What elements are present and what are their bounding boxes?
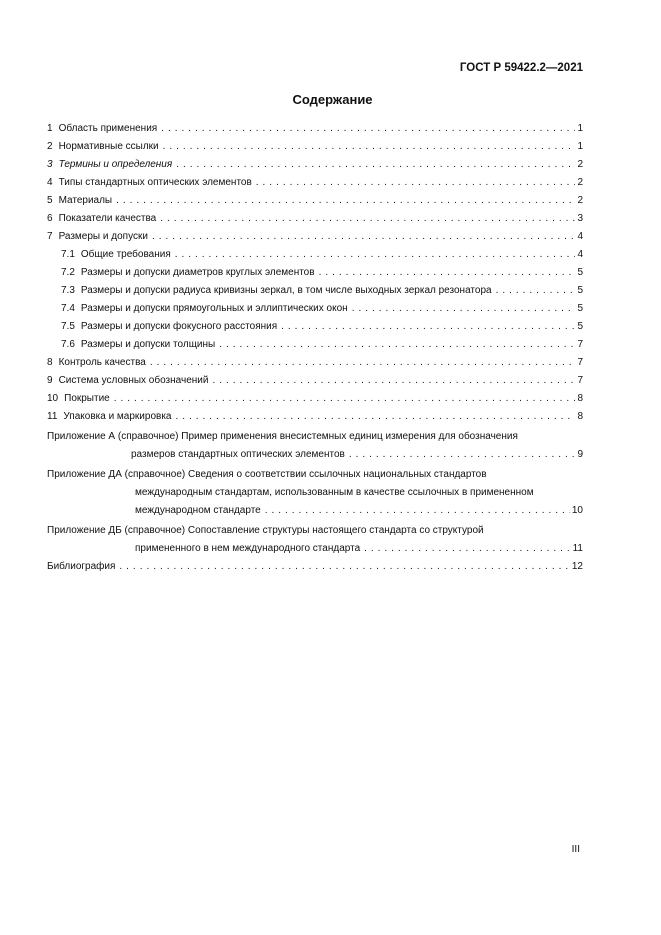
leader-dots	[496, 282, 576, 300]
table-of-contents	[47, 120, 583, 576]
toc-entry-title: Размеры и допуски прямоугольных и эллиптических окон	[80, 303, 348, 314]
leader-dots	[114, 390, 576, 408]
toc-entry[interactable]	[47, 408, 583, 426]
toc-entry-number: 7.2	[61, 267, 75, 278]
toc-entry-page: 1	[577, 123, 583, 134]
toc-entry-title: Система условных обозначений	[58, 375, 209, 386]
toc-entry-page: 5	[577, 285, 583, 296]
toc-entry-title: Показатели качества	[58, 213, 157, 224]
appendix-title-cont: размеров стандартных оптических элементов	[131, 449, 345, 460]
leader-dots	[219, 336, 575, 354]
toc-entry[interactable]	[47, 336, 583, 354]
leader-dots	[319, 264, 576, 282]
toc-entry-page: 1	[577, 141, 583, 152]
toc-entry-number: 7.6	[61, 339, 75, 350]
appendix-title: Приложение ДА (справочное) Сведения о соответствии ссылочных национальных стандартов	[47, 469, 487, 480]
toc-entry[interactable]	[47, 174, 583, 192]
toc-entry-page: 7	[577, 375, 583, 386]
toc-entry-title: Упаковка и маркировка	[63, 411, 172, 422]
toc-entry[interactable]	[47, 372, 583, 390]
toc-entry-title: Размеры и допуски	[58, 231, 148, 242]
leader-dots	[212, 372, 575, 390]
toc-entry-page: 8	[577, 393, 583, 404]
toc-entry[interactable]	[47, 390, 583, 408]
toc-entry-page: 2	[577, 159, 583, 170]
appendix-title-cont: международным стандартам, использованным в качестве ссылочных в примененном	[135, 487, 534, 498]
toc-entry-page: 5	[577, 321, 583, 332]
leader-dots	[163, 138, 576, 156]
toc-entry-title: Контроль качества	[58, 357, 146, 368]
toc-entry-title: Типы стандартных оптических элементов	[58, 177, 252, 188]
leader-dots	[116, 192, 575, 210]
toc-entry-number: 10	[47, 393, 59, 404]
leader-dots	[161, 120, 575, 138]
toc-entry-number: 7.4	[61, 303, 75, 314]
leader-dots	[119, 558, 569, 576]
leader-dots	[150, 354, 576, 372]
toc-entry[interactable]	[47, 120, 583, 138]
toc-entry-title: Область применения	[58, 123, 158, 134]
document-code: ГОСТ Р 59422.2—2021	[459, 62, 583, 74]
toc-entry-title: Материалы	[58, 195, 113, 206]
toc-entry[interactable]	[47, 210, 583, 228]
toc-appendix[interactable]	[47, 428, 583, 464]
leader-dots	[152, 228, 576, 246]
toc-entry-page: 5	[577, 267, 583, 278]
toc-entry-page: 7	[577, 339, 583, 350]
leader-dots	[352, 300, 576, 318]
toc-entry-page: 2	[577, 195, 583, 206]
appendix-title-cont: международном стандарте	[135, 505, 261, 516]
toc-entry-number: 5	[47, 195, 53, 206]
toc-title: Содержание	[292, 92, 373, 107]
toc-entry-number: 8	[47, 357, 53, 368]
toc-entry-title: Размеры и допуски диаметров круглых элементов	[80, 267, 315, 278]
leader-dots	[160, 210, 575, 228]
toc-entry-title: Нормативные ссылки	[58, 141, 159, 152]
toc-entry[interactable]	[47, 282, 583, 300]
toc-entry-number: 7.1	[61, 249, 75, 260]
toc-entry-number: 2	[47, 141, 53, 152]
leader-dots	[175, 246, 576, 264]
toc-entry[interactable]	[47, 354, 583, 372]
toc-entry-title: Размеры и допуски толщины	[80, 339, 216, 350]
toc-entry-number: 11	[47, 411, 58, 422]
toc-entry[interactable]	[47, 246, 583, 264]
toc-entry-page: 7	[577, 357, 583, 368]
toc-entry[interactable]	[47, 318, 583, 336]
toc-appendix[interactable]	[47, 522, 583, 558]
toc-entry[interactable]	[47, 300, 583, 318]
leader-dots	[256, 174, 576, 192]
toc-entry[interactable]	[47, 228, 583, 246]
leader-dots	[281, 318, 575, 336]
toc-entry[interactable]	[47, 138, 583, 156]
leader-dots	[175, 408, 575, 426]
appendix-page: 10	[571, 505, 583, 516]
toc-entry-title: Общие требования	[80, 249, 171, 260]
toc-appendix[interactable]	[47, 466, 583, 520]
toc-entry[interactable]	[47, 192, 583, 210]
toc-entry-number: 4	[47, 177, 53, 188]
toc-entry-title: Покрытие	[64, 393, 110, 404]
appendix-title-cont: примененного в нем международного стандарта	[135, 543, 361, 554]
toc-entry-number: 9	[47, 375, 53, 386]
leader-dots	[349, 446, 576, 464]
toc-entry-title: Термины и определения	[58, 159, 173, 170]
toc-entry-page: 4	[577, 231, 583, 242]
bibliography-page: 12	[571, 561, 583, 572]
toc-entry-title: Размеры и допуски фокусного расстояния	[80, 321, 278, 332]
toc-entry-number: 7.5	[61, 321, 75, 332]
bibliography-title: Библиография	[47, 561, 116, 572]
toc-entry-page: 3	[577, 213, 583, 224]
toc-entry[interactable]	[47, 264, 583, 282]
appendix-title: Приложение ДБ (справочное) Сопоставление структуры настоящего стандарта со структурой	[47, 525, 484, 536]
toc-entry-page: 2	[577, 177, 583, 188]
toc-entry-page: 4	[577, 249, 583, 260]
toc-entry-number: 3	[47, 159, 53, 170]
leader-dots	[176, 156, 575, 174]
appendix-title: Приложение А (справочное) Пример применения внесистемных единиц измерения для обозначения	[47, 431, 518, 442]
toc-entry-number: 7	[47, 231, 53, 242]
leader-dots	[364, 540, 570, 558]
toc-bibliography[interactable]	[47, 558, 583, 576]
toc-entry-page: 5	[577, 303, 583, 314]
page-number: III	[571, 844, 580, 855]
toc-entry-page: 8	[577, 411, 583, 422]
toc-entry[interactable]	[47, 156, 583, 174]
toc-entry-number: 7.3	[61, 285, 75, 296]
appendix-page: 9	[577, 449, 583, 460]
toc-entry-number: 1	[47, 123, 53, 134]
toc-entry-title: Размеры и допуски радиуса кривизны зеркал, в том числе выходных зеркал резонатора	[80, 285, 492, 296]
appendix-page: 11	[572, 543, 583, 554]
leader-dots	[265, 502, 570, 520]
toc-entry-number: 6	[47, 213, 53, 224]
